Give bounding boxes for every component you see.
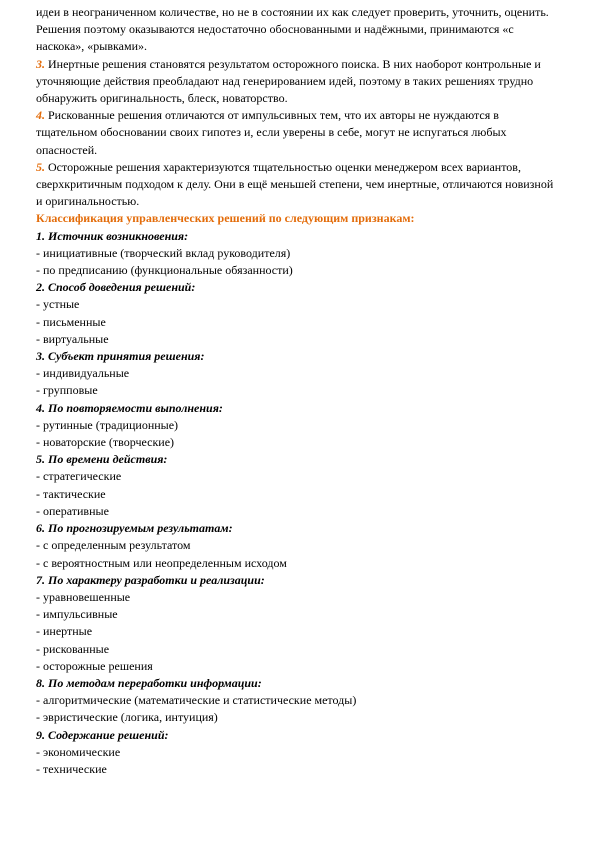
section-methods bbox=[36, 675, 559, 727]
list-item: - с определенным результатом bbox=[36, 538, 191, 553]
section-title: 7. По характеру разработки и реализации: bbox=[36, 572, 265, 587]
list-item: - виртуальные bbox=[36, 331, 109, 346]
list-item: - по предписанию (функциональные обязанности) bbox=[36, 263, 293, 278]
section-title: 6. По прогнозируемым результатам: bbox=[36, 521, 233, 536]
paragraph-3-text: Инертные решения становятся результатом осторожного поиска. В них наоборот контрольные и уточняющие действия преобладают над генерированием идей, поэтому в таких решениях трудно обнаружить оригинальность, блеск, новаторство. bbox=[36, 56, 541, 106]
list-item: - уравновешенные bbox=[36, 589, 131, 604]
list-item: - с вероятностным или неопределенным исходом bbox=[36, 555, 287, 570]
section-delivery bbox=[36, 279, 559, 348]
paragraph-5-text: Осторожные решения характеризуются тщательностью оценки менеджером всех вариантов, сверхкритичным подходом к делу. Они в ещё меньшей степени, чем инертные, отличаются новизной и оригинальностью. bbox=[36, 159, 554, 209]
paragraph-3 bbox=[36, 56, 559, 108]
list-item: - устные bbox=[36, 297, 80, 312]
list-item: - экономические bbox=[36, 744, 121, 759]
list-item: - осторожные решения bbox=[36, 658, 153, 673]
section-title: 8. По методам переработки информации: bbox=[36, 675, 262, 690]
section-title: 4. По повторяемости выполнения: bbox=[36, 400, 223, 415]
list-item: - инициативные (творческий вклад руководителя) bbox=[36, 245, 291, 260]
list-item: - письменные bbox=[36, 314, 106, 329]
section-title: 1. Источник возникновения: bbox=[36, 228, 189, 243]
section-character bbox=[36, 572, 559, 675]
classification-heading: Классификация управленческих решений по следующим признакам: bbox=[36, 211, 415, 226]
section-repeatability bbox=[36, 400, 559, 452]
section-title: 9. Содержание решений: bbox=[36, 727, 169, 742]
section-subject bbox=[36, 348, 559, 400]
paragraph-5-number: 5. bbox=[36, 159, 45, 174]
section-source bbox=[36, 228, 559, 280]
intro-continuation: идеи в неограниченном количестве, но не в состоянии их как следует проверить, уточнить, оценить. Решения поэтому оказываются недостаточно обоснованными и надёжными, принимаются «с наскока», «рывками». bbox=[36, 5, 549, 54]
section-time bbox=[36, 451, 559, 520]
list-item: - импульсивные bbox=[36, 607, 118, 622]
list-item: - технические bbox=[36, 761, 107, 776]
section-content bbox=[36, 727, 559, 779]
list-item: - алгоритмические (математические и статистические методы) bbox=[36, 693, 357, 708]
list-item: - новаторские (творческие) bbox=[36, 435, 175, 450]
paragraph-3-number: 3. bbox=[36, 56, 45, 71]
list-item: - групповые bbox=[36, 383, 98, 398]
section-title: 3. Субъект принятия решения: bbox=[36, 349, 205, 364]
section-results bbox=[36, 520, 559, 572]
paragraph-4-text: Рискованные решения отличаются от импульсивных тем, что их авторы не нуждаются в тщательном обосновании своих гипотез и, если уверены в себе, могут не испугаться любых опасностей. bbox=[36, 108, 507, 157]
list-item: - стратегические bbox=[36, 469, 122, 484]
list-item: - рискованные bbox=[36, 641, 110, 656]
paragraph-5 bbox=[36, 159, 559, 211]
list-item: - оперативные bbox=[36, 503, 109, 518]
list-item: - тактические bbox=[36, 486, 106, 501]
section-title: 5. По времени действия: bbox=[36, 452, 168, 467]
list-item: - эвристические (логика, интуиция) bbox=[36, 710, 218, 725]
list-item: - инертные bbox=[36, 624, 93, 639]
paragraph-4-number: 4. bbox=[36, 108, 45, 123]
paragraph-4 bbox=[36, 107, 559, 159]
list-item: - рутинные (традиционные) bbox=[36, 417, 179, 432]
section-title: 2. Способ доведения решений: bbox=[36, 280, 196, 295]
list-item: - индивидуальные bbox=[36, 366, 130, 381]
